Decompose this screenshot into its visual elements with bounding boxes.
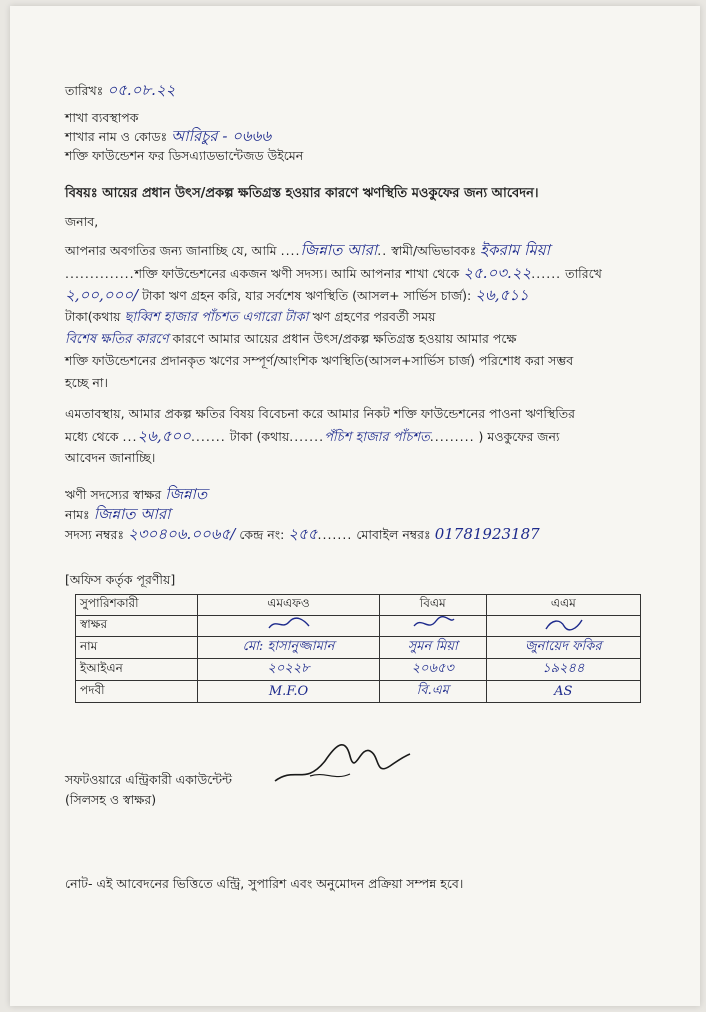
date-line	[65, 82, 175, 99]
designation-cell: M.F.O	[198, 681, 380, 703]
designation-cell: বি.এম	[379, 681, 486, 703]
body-line-6: শক্তি ফাউন্ডেশনের প্রদানকৃত ঋণের সম্পূর্ণ/আংশিক ঋণস্থিতি(আসল+সার্ভিস চার্জ) পরিশোধ করা সম্ভব	[65, 353, 574, 368]
member-number: ২৩০৪০৬.০০৬৫/	[128, 525, 236, 543]
date-label: তারিখঃ	[65, 83, 104, 98]
signature-cell	[198, 616, 380, 637]
borrower-sign-label: ঋণী সদস্যের স্বাক্ষর	[65, 487, 162, 502]
center-label: কেন্দ্র নং:	[239, 527, 285, 542]
loan-amount: ২,০০,০০০/	[65, 286, 139, 304]
center-number: ২৫৫	[288, 525, 318, 543]
accountant-signature	[265, 726, 415, 796]
body-line-8: এমতাবস্থায়, আমার প্রকল্প ক্ষতির বিষয় বিবেচনা করে আমার নিকট শক্তি ফাউন্ডেশনের পাওনা ঋণস্থিতির	[65, 406, 576, 421]
body-text: আপনার অবগতির জন্য জানাচ্ছি যে, আমি	[65, 243, 277, 258]
borrower-signature: জিন্নাত	[165, 485, 208, 503]
header-cell: সুপারিশকারী	[76, 595, 198, 616]
body-text: মধ্যে থেকে	[65, 429, 119, 444]
body-text: ) মওকুফের জন্য	[478, 429, 560, 444]
mobile-number: 01781923187	[434, 525, 540, 543]
waiver-amount: ২৬,৫০০	[137, 427, 191, 445]
borrower-name-line	[65, 506, 170, 523]
table-row	[76, 659, 641, 681]
ein-cell: ১৯২৪৪	[486, 659, 640, 681]
header-cell: এমএফও	[198, 595, 380, 616]
body-line-9: মধ্যে থেকে ...২৬,৫০০....... টাকা (কথায়.......পঁচিশ হাজার পাঁচশত......... ) মওকুফের জন্য	[65, 427, 560, 445]
ein-cell: ২০২২৮	[198, 659, 380, 681]
body-line-3	[65, 287, 529, 304]
body-line-2: ..............শক্তি ফাউন্ডেশনের একজন ঋণী সদস্য। আমি আপনার শাখা থেকে ২৫.০৩.২২...... তারিখে	[65, 264, 602, 282]
office-heading: [অফিস কর্তৃক পূরণীয়]	[65, 572, 176, 587]
balance-in-words: ছাব্বিশ হাজার পাঁচশত এগারো টাকা	[124, 310, 309, 325]
org-line: শক্তি ফাউন্ডেশন ফর ডিসএ্যাডভান্টেজড উইমেন	[65, 148, 304, 163]
body-text: ঋণ গ্রহণের পরবর্তী সময়	[312, 309, 436, 324]
office-table	[75, 594, 641, 703]
branch-label: শাখার নাম ও কোডঃ	[65, 129, 168, 144]
body-line-10: আবেদন জানাচ্ছি।	[65, 450, 156, 465]
row-label: নাম	[76, 637, 198, 659]
table-row	[76, 637, 641, 659]
loan-balance: ২৬,৫১১	[475, 286, 529, 304]
header-cell: এএম	[486, 595, 640, 616]
row-label: স্বাক্ষর	[76, 616, 198, 637]
applicant-name: জিন্নাত আরা	[300, 241, 378, 259]
subject-line: বিষয়ঃ আয়ের প্রধান উৎস/প্রকল্প ক্ষতিগ্রস্ত হওয়ার কারণে ঋণস্থিতি মওকুফের জন্য আবেদন।	[65, 186, 539, 201]
borrower-ids-line: সদস্য নম্বরঃ ২৩০৪০৬.০০৬৫/ কেন্দ্র নং: ২৫৫....... মোবাইল নম্বরঃ 01781923187	[65, 525, 540, 543]
borrower-name-label: নামঃ	[65, 507, 90, 522]
body-text: কারণে আমার আয়ের প্রধান উৎস/প্রকল্প ক্ষতিগ্রস্ত হওয়ায় আমার পক্ষে	[172, 331, 517, 346]
table-row	[76, 616, 641, 637]
branch-line	[65, 128, 271, 145]
signature-cell	[486, 616, 640, 637]
loan-date: ২৫.০৩.২২	[463, 264, 532, 282]
accountant-line-2: (সিলসহ ও স্বাক্ষর)	[65, 792, 157, 807]
row-label: পদবী	[76, 681, 198, 703]
row-label: ইআইএন	[76, 659, 198, 681]
borrower-sign-line	[65, 486, 207, 503]
body-line-4	[65, 309, 435, 326]
name-cell: সুমন মিয়া	[379, 637, 486, 659]
waiver-in-words: পঁচিশ হাজার পাঁচশত	[324, 430, 430, 445]
manager-line: শাখা ব্যবস্থাপক	[65, 110, 139, 125]
header-cell: বিএম	[379, 595, 486, 616]
signature-bm	[408, 616, 458, 632]
guardian-name: ইকরাম মিয়া	[480, 241, 550, 259]
body-text: শক্তি ফাউন্ডেশনের একজন ঋণী সদস্য। আমি আপনার শাখা থেকে	[134, 266, 460, 281]
branch-value: আরিচুর - ০৬৬৬	[171, 127, 272, 145]
date-value: ০৫.০৮.২২	[107, 81, 176, 99]
application-paper	[10, 6, 700, 1006]
signature-mfo	[264, 616, 314, 632]
salutation: জনাব,	[65, 214, 99, 229]
body-line-7: হচ্ছে না।	[65, 375, 108, 390]
body-text: টাকা (কথায়	[229, 429, 290, 444]
accountant-line-1: সফটওয়ারে এন্ট্রিকারী একাউন্টেন্ট	[65, 772, 232, 787]
body-line-1: আপনার অবগতির জন্য জানাচ্ছি যে, আমি ....জিন্নাত আরা.. স্বামী/অভিভাবকঃ ইকরাম মিয়া	[65, 241, 550, 259]
body-text: তারিখে	[565, 266, 602, 281]
body-text: স্বামী/অভিভাবকঃ	[391, 243, 477, 258]
table-row	[76, 681, 641, 703]
reason-handwritten: বিশেষ ক্ষতির কারণে	[65, 332, 169, 347]
body-text: টাকা ঋণ গ্রহন করি, যার সর্বশেষ ঋণস্থিতি (আসল+ সার্ভিস চার্জ):	[142, 288, 472, 303]
body-line-5	[65, 331, 517, 348]
designation-cell: AS	[486, 681, 640, 703]
mobile-label: মোবাইল নম্বরঃ	[356, 527, 431, 542]
signature-am	[538, 616, 588, 632]
signature-cell	[379, 616, 486, 637]
body-text: টাকা(কথায়	[65, 309, 121, 324]
table-header-row	[76, 595, 641, 616]
name-cell: মো: হাসানুজ্জামান	[198, 637, 380, 659]
name-cell: জুনায়েদ ফকির	[486, 637, 640, 659]
note-line: নোট- এই আবেদনের ভিত্তিতে এন্ট্রি, সুপারিশ এবং অনুমোদন প্রক্রিয়া সম্পন্ন হবে।	[65, 876, 464, 891]
ein-cell: ২০৬৫৩	[379, 659, 486, 681]
borrower-name: জিন্নাত আরা	[93, 505, 171, 523]
member-label: সদস্য নম্বরঃ	[65, 527, 125, 542]
